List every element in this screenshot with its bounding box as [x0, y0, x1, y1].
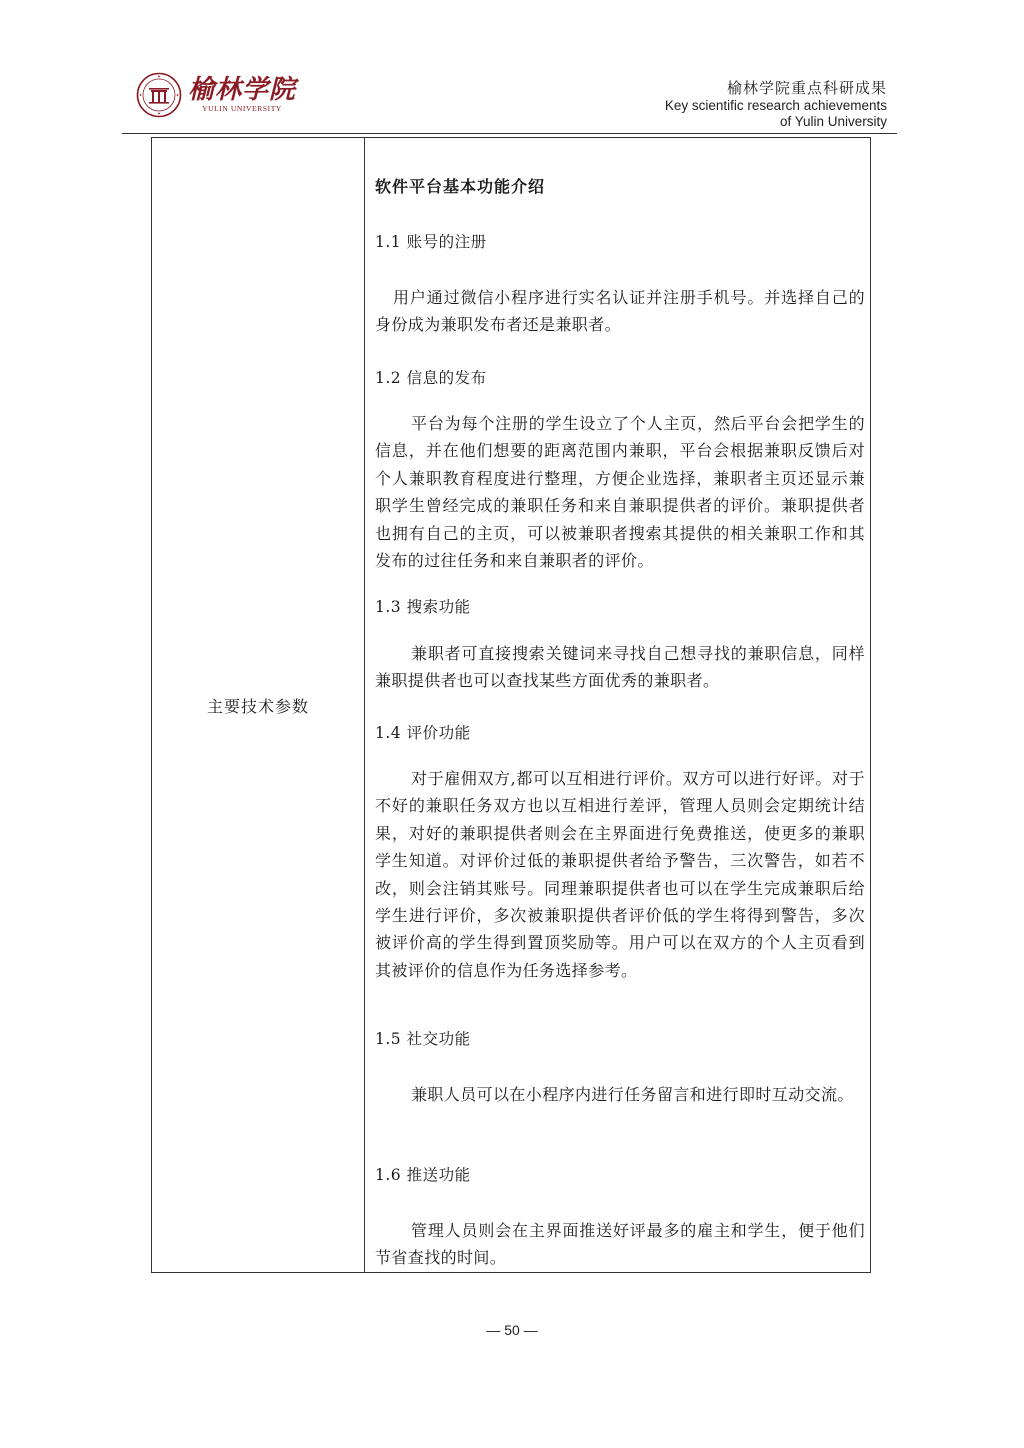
university-seal-icon — [136, 72, 182, 118]
section-body: 兼职者可直接搜索关键词来寻找自己想寻找的兼职信息，同样兼职提供者也可以查找某些方面优秀的兼职者。 — [375, 644, 865, 691]
logo-english-name: YULIN UNIVERSITY — [202, 104, 282, 113]
section-body: 平台为每个注册的学生设立了个人主页，然后平台会把学生的信息，并在他们想要的距离范围内兼职，平台会根据兼职反馈后对个人兼职教育程度进行整理，方便企业选择，兼职者主页还显示兼职学生曾经完成的兼职任务和来自兼职提供者的评价。兼职提供者也拥有自己的主页，可以被兼职者搜索其提供的相关兼职工作和其发布的过往任务和来自兼职者的评价。 — [375, 414, 865, 571]
section-body: 对于雇佣双方,都可以互相进行评价。双方可以进行好评。对于不好的兼职任务双方也以互相进行差评，管理人员则会定期统计结果，对好的兼职提供者则会在主界面进行免费推送，使更多的兼职学生知道。对评价过低的兼职提供者给予警告，三次警告，如若不改，则会注销其账号。同理兼职提供者也可以在学生完成兼职后给学生进行评价，多次被兼职提供者评价低的学生将得到警告，多次被评价高的学生得到置顶奖励等。用户可以在双方的个人主页看到其被评价的信息作为任务选择参考。 — [375, 769, 865, 980]
section-body: 兼职人员可以在小程序内进行任务留言和进行即时互动交流。 — [411, 1085, 854, 1104]
header-title-cn: 榆林学院重点科研成果 — [726, 79, 887, 97]
section-heading: 1.4 评价功能 — [375, 724, 471, 742]
header-title-en-line1: Key scientific research achievements — [664, 98, 887, 113]
header-title-block — [665, 78, 887, 130]
section-heading: 1.3 搜索功能 — [375, 598, 471, 616]
header-title-en-line2: of Yulin University — [779, 114, 887, 129]
section-heading: 1.5 社交功能 — [375, 1030, 471, 1048]
intro-title: 软件平台基本功能介绍 — [375, 177, 546, 196]
section-heading: 1.2 信息的发布 — [375, 369, 487, 387]
section-heading: 1.6 推送功能 — [375, 1166, 471, 1184]
page-number: — 50 — — [486, 1322, 538, 1338]
section-heading: 1.1 账号的注册 — [375, 233, 487, 251]
header-divider — [122, 133, 897, 134]
spec-table — [151, 137, 871, 1273]
section-body: 用户通过微信小程序进行实名认证并注册手机号。并选择自己的身份成为兼职发布者还是兼职者。 — [375, 288, 865, 335]
logo-chinese-name: 榆林学院 — [188, 75, 297, 105]
table-label-cell — [152, 138, 365, 1272]
table-label: 主要技术参数 — [206, 696, 309, 716]
university-logo — [136, 72, 296, 118]
table-content-cell — [365, 138, 870, 1272]
section-body: 管理人员则会在主界面推送好评最多的雇主和学生，便于他们节省查找的时间。 — [375, 1221, 865, 1268]
